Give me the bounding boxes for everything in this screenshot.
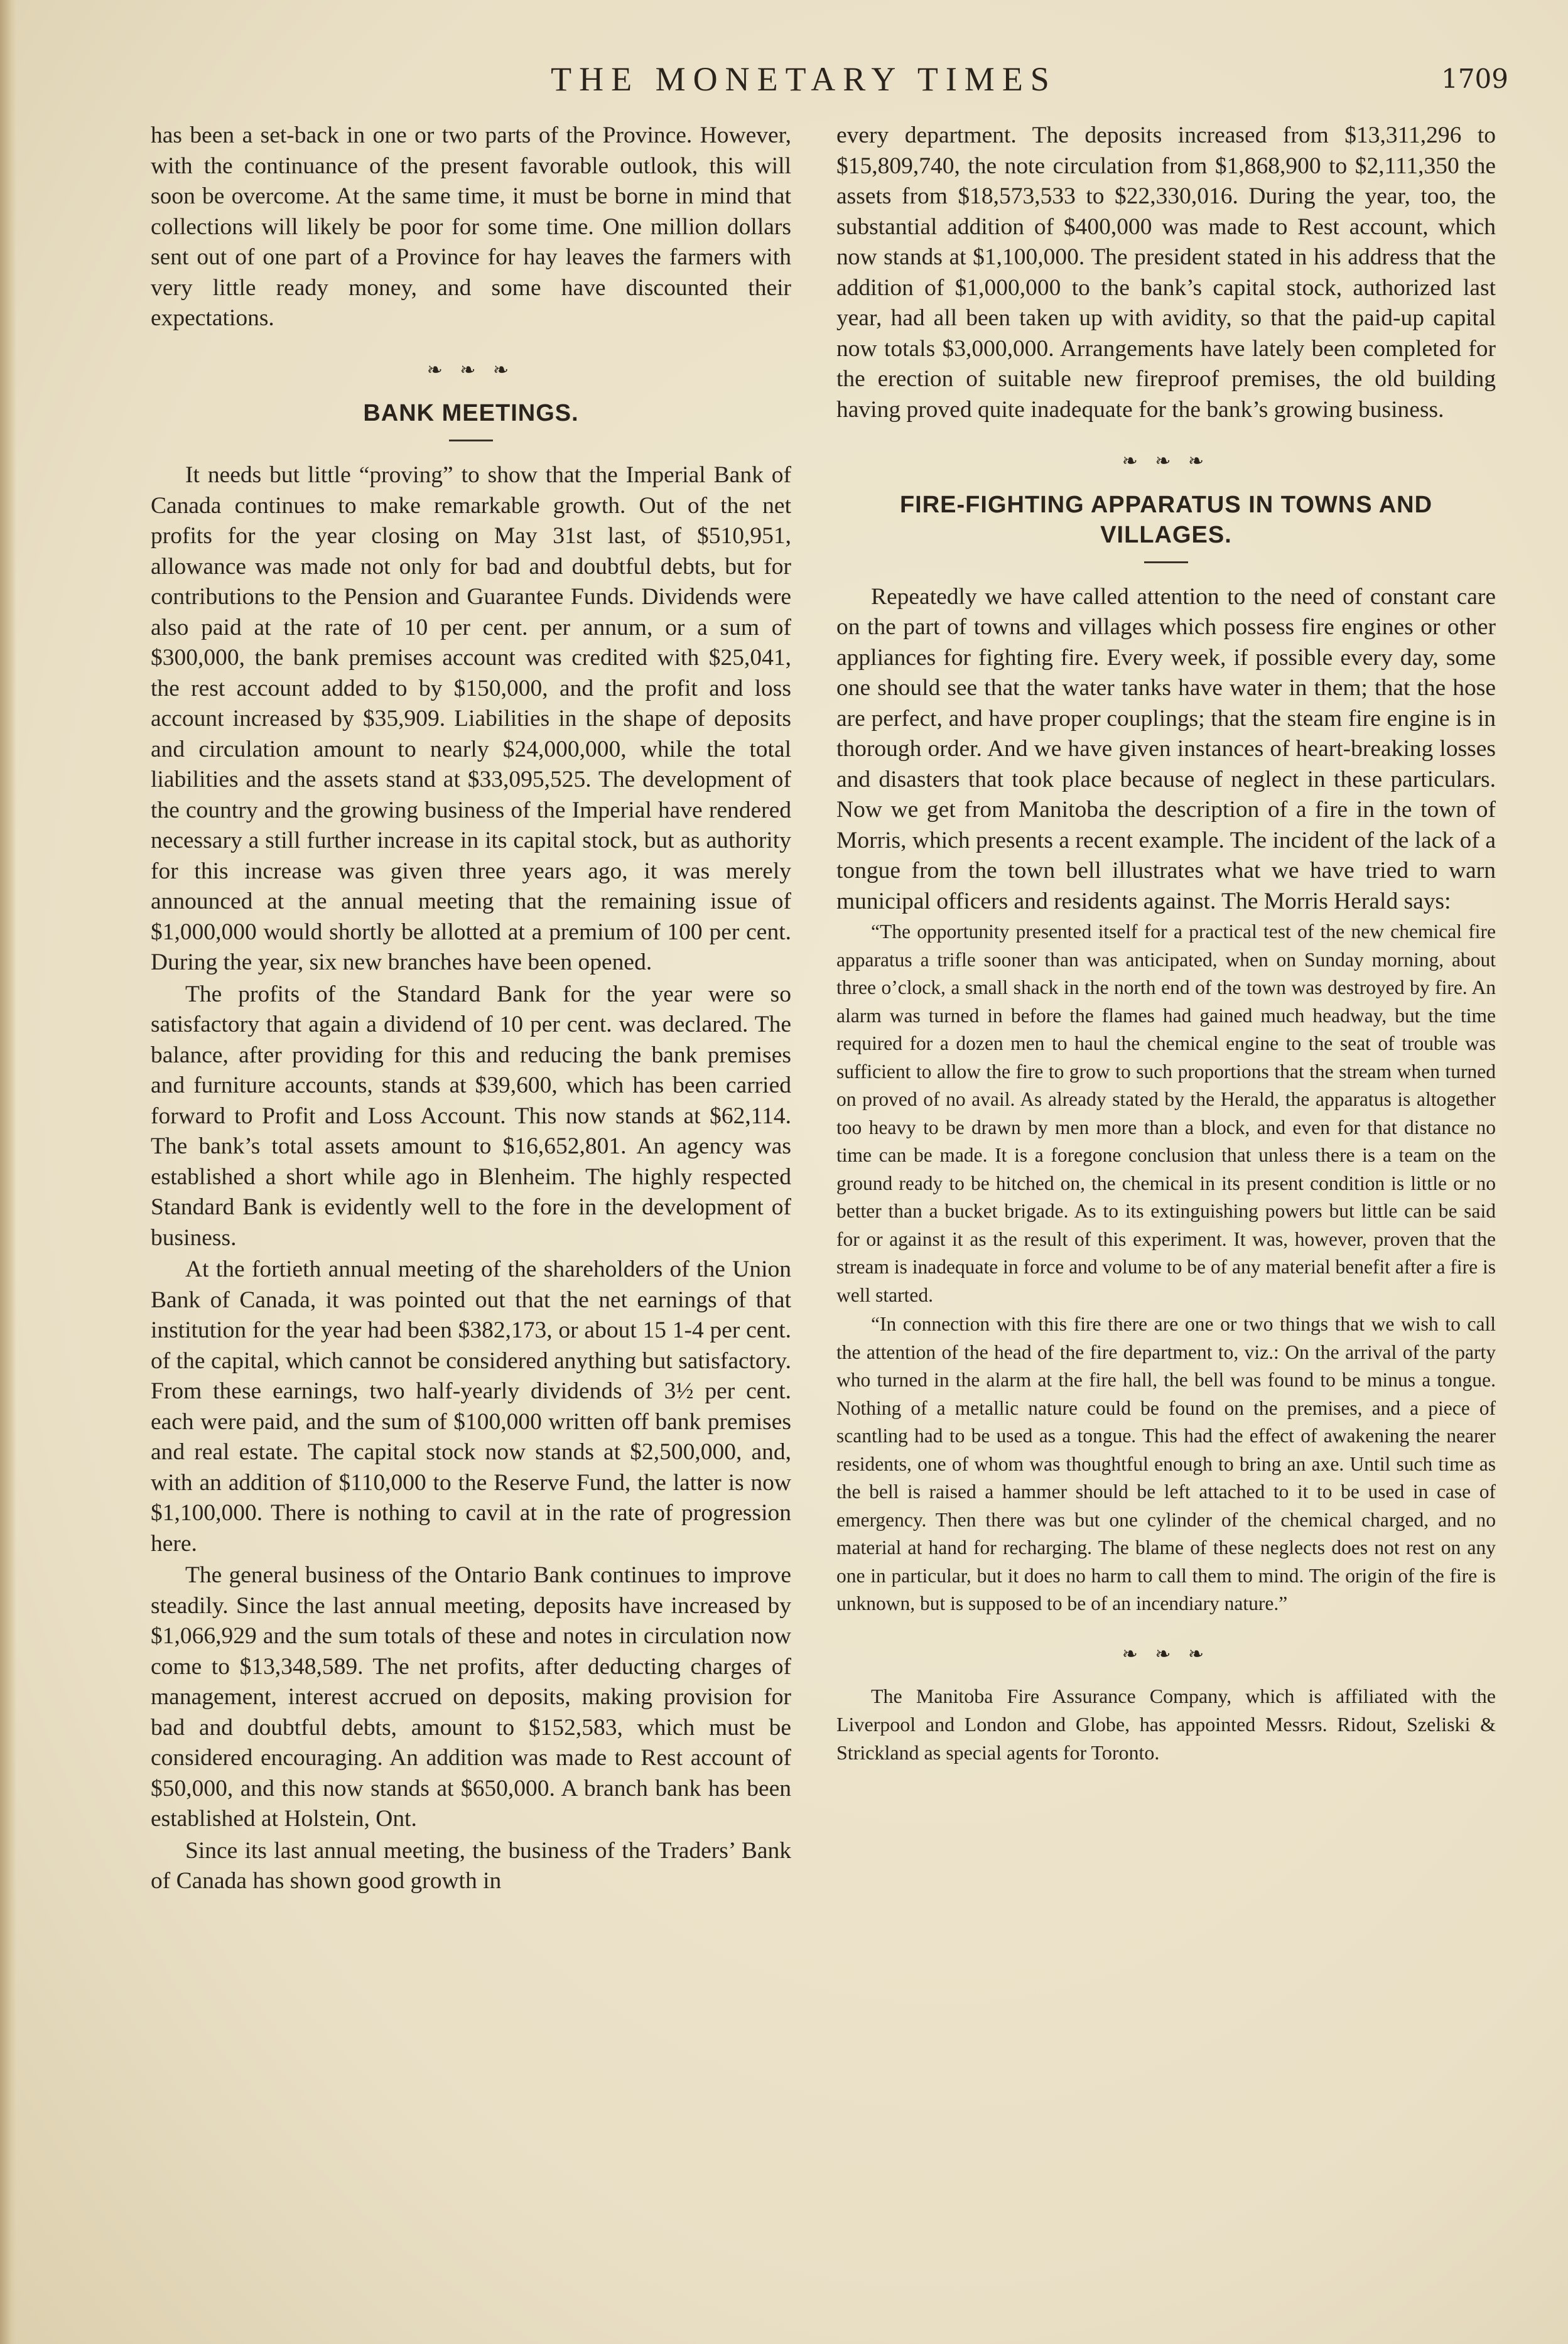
section-separator-ornament: ❧ ❧ ❧ [426, 359, 516, 381]
standard-bank-paragraph: The profits of the Standard Bank for the year were so satisfactory that again a dividend of 10 per cent. was declared. The balance, after providing for this and reducing the bank premises and furniture accounts, stands at $39,600, which has been carried forward to Profit and Loss Account. This now stands at $62,114. The bank’s total assets amount to $16,652,801. An agency was established a short while ago in Blenheim. The highly respected Standard Bank is evidently well to the fore in the development of business. [151, 981, 791, 1251]
heading-rule [1144, 561, 1188, 563]
morris-herald-quote-2: “In connection with this fire there are one or two things that we wish to call the attention of the head of the fire department to, viz.: On the arrival of the party who turned in the alarm at the fire hall, the bell was found to be minus a tongue. Nothing of a metallic nature could be found on the premises, and a piece of scantling had to be used as a tongue. This had the effect of awakening the nearer residents, one of whom was thoughtful enough to bring an axe. Until such time as the bell is raised a hammer should be left attached to it to be used in case of emergency. Then there was but one cylinder of the chemical charged, and no material at hand for recharging. The blame of these neglects does not rest on any one in particular, but it does no harm to call them to mind. The origin of the fire is unknown, but is supposed to be of an incendiary nature.” [836, 1313, 1496, 1614]
heading-rule [449, 440, 493, 441]
ontario-bank-paragraph: The general business of the Ontario Bank continues to improve steadily. Since the last annual meeting, deposits have increased by $1,066,929 and the sum totals of these and notes in circulation now come to $13,348,589. The net profits, after deducting charges of management, interest accrued on deposits, making provision for bad and doubtful debts, amount to $152,583, which must be considered encouraging. An addition was made to Rest account of $50,000, and this now stands at $650,000. A branch bank has been established at Holstein, Ont. [151, 1562, 791, 1832]
manitoba-fire-assurance-note: The Manitoba Fire Assurance Company, which is affiliated with the Liverpool and London and Globe, has appointed Messrs. Ridout, Szeliski & Strickland as special agents for Toronto. [836, 1685, 1496, 1764]
union-bank-paragraph: At the fortieth annual meeting of the shareholders of the Union Bank of Canada, it was pointed out that the net earnings of that institution for the year had been $382,173, or about 15 1-4 per cent. of the capital, which cannot be considered anything but satisfactory. From these earnings, two half-yearly dividends of 3½ per cent. each were paid, and the sum of $100,000 written off bank premises and real estate. The capital stock now stands at $2,500,000, and, with an addition of $110,000 to the Reserve Fund, the latter is now $1,100,000. There is nothing to cavil at in the rate of progression here. [151, 1256, 791, 1557]
bank-meetings-heading: BANK MEETINGS. [363, 400, 579, 426]
section-separator-ornament: ❧ ❧ ❧ [1122, 451, 1211, 472]
intro-paragraph: has been a set-back in one or two parts of the Province. However, with the continuance of the present favorable outlook, this will soon be overcome. At the same time, it must be borne in mind that collections will likely be poor for some time. One million dollars sent out of one part of a Province for hay leaves the farmers with very little ready money, and some have discounted their expectations. [151, 122, 791, 331]
left-column [151, 121, 791, 1897]
traders-bank-paragraph: Since its last annual meeting, the business of the Traders’ Bank of Canada has shown good growth in [151, 1837, 791, 1894]
fire-article-paragraph: Repeatedly we have called attention to the need of constant care on the part of towns and villages which possess fire engines or other appliances for fighting fire. Every week, if possible every day, some one should see that the water tanks have water in them; that the hose are perfect, and have proper couplings; that the steam fire engine is in thorough order. And we have given instances of heart-breaking losses and disasters that took place because of neglect in these particulars. Now we get from Manitoba the description of a fire in the town of Morris, which presents a recent example. The incident of the lack of a tongue from the town bell illustrates what we have tried to warn municipal officers and residents against. The Morris Herald says: [836, 583, 1496, 914]
imperial-bank-paragraph: It needs but little “proving” to show that the Imperial Bank of Canada continues to make remarkable growth. Out of the net profits for the year closing on May 31st last, of $510,951, allowance was made not only for bad and doubtful debts, but for contributions to the Pension and Guarantee Funds. Dividends were also paid at the rate of 10 per cent. per annum, or a sum of $300,000, the bank premises account was credited with $25,041, the rest account added to by $150,000, and the profit and loss account increased by $35,909. Liabilities in the shape of deposits and circulation amount to nearly $24,000,000, while the total liabilities and the assets stand at $33,095,525. The development of the country and the growing business of the Imperial have rendered necessary a still further increase in its capital stock, but as authority for this increase was given three years ago, it was merely announced at the annual meeting that the remaining issue of $1,000,000 would shortly be allotted at a premium of 100 per cent. During the year, six new branches have been opened. [151, 462, 791, 975]
page-number: 1709 [1441, 63, 1508, 94]
morris-herald-quote-1: “The opportunity presented itself for a practical test of the new chemical fire apparatus a trifle sooner than was anticipated, when on Sunday morning, about three o’clock, a small shack in the north end of the town was destroyed by fire. An alarm was turned in before the flames had gained much headway, but the time required for a dozen men to haul the chemical engine to the seat of trouble was sufficient to allow the fire to grow to such proportions that the stream when turned on proved of no avail. As already stated by the Herald, the apparatus is altogether too heavy to be drawn by men more than a block, and even for that distance no time can be made. It is a foregone conclusion that unless there is a team on the ground ready to be hitched on, the chemical in its present condition is little or no better than a bucket brigade. As to its extinguishing powers but little can be said for or against it as the result of this experiment. It was, however, proven that the stream is inadequate in force and volume to be of any material benefit after a fire is well started. [836, 921, 1496, 1306]
section-separator-ornament: ❧ ❧ ❧ [1122, 1643, 1211, 1665]
right-column [836, 121, 1496, 1767]
masthead [0, 60, 1568, 104]
page-binding-edge [0, 0, 16, 2344]
traders-bank-continuation: every department. The deposits increased from $13,311,296 to $15,809,740, the note circulation from $1,868,900 to $2,111,350 the assets from $18,573,533 to $22,330,016. During the year, too, the substantial addition of $400,000 was made to Rest account, which now stands at $1,100,000. The president stated in his address that the addition of $1,000,000 to the bank’s capital stock, authorized last year, had all been taken up with avidity, so that the paid-up capital now totals $3,000,000. Arrangements have lately been completed for the erection of suitable new fireproof premises, the old building having proved quite inadequate for the bank’s growing business. [836, 122, 1496, 423]
publication-title: THE MONETARY TIMES [551, 60, 1057, 98]
fire-fighting-heading: FIRE-FIGHTING APPARATUS IN TOWNS AND VILLAGES. [899, 491, 1433, 548]
